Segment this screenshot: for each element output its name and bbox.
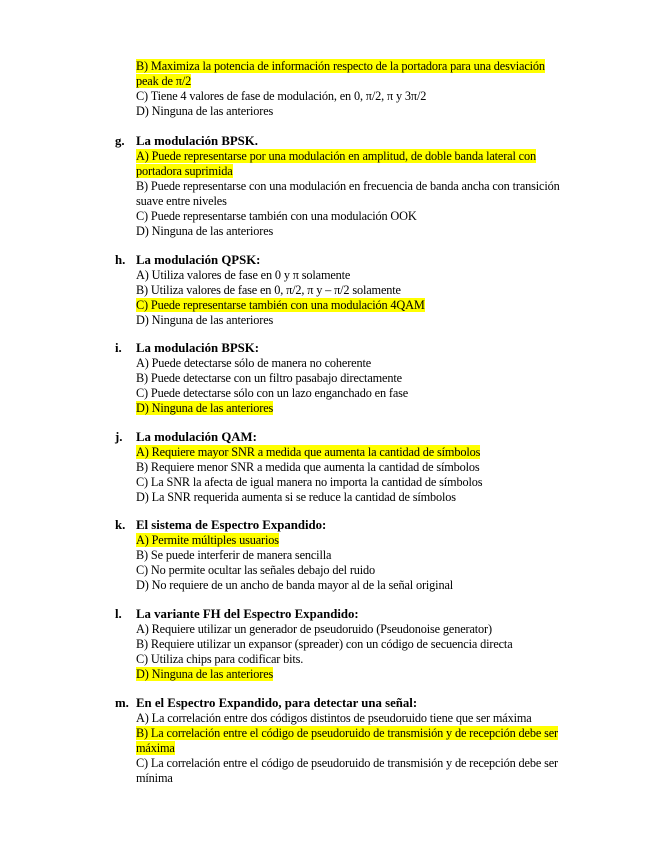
option-line bbox=[136, 209, 596, 224]
option-line bbox=[136, 149, 596, 164]
option-line bbox=[136, 224, 596, 239]
option-line bbox=[136, 533, 596, 548]
option-line bbox=[136, 59, 596, 74]
option-line bbox=[136, 711, 596, 726]
question-title: La modulación BPSK: bbox=[136, 341, 260, 355]
question-k bbox=[0, 518, 655, 593]
option-line bbox=[136, 356, 596, 371]
option-text: A) Requiere mayor SNR a medida que aumenta la cantidad de símbolos bbox=[136, 445, 481, 459]
option-line bbox=[136, 652, 596, 667]
option-line bbox=[136, 164, 596, 179]
option-text: A) Requiere utilizar un generador de pseudoruido (Pseudonoise generator) bbox=[136, 622, 492, 636]
option-text: mínima bbox=[136, 771, 173, 785]
option-text: B) Puede detectarse con un filtro pasabajo directamente bbox=[136, 371, 402, 385]
option-text: C) No permite ocultar las señales debajo del ruido bbox=[136, 563, 376, 577]
option-line bbox=[136, 741, 596, 756]
question-letter: g. bbox=[115, 134, 125, 148]
option-text: C) La correlación entre el código de pseudoruido de transmisión y de recepción debe ser bbox=[136, 756, 558, 770]
option-line bbox=[136, 490, 596, 505]
option-line bbox=[136, 578, 596, 593]
option-line bbox=[136, 268, 596, 283]
option-text: A) Puede detectarse sólo de manera no coherente bbox=[136, 356, 372, 370]
question-j bbox=[0, 430, 655, 505]
question-letter: i. bbox=[115, 341, 122, 355]
option-line bbox=[136, 667, 596, 682]
option-text: B) Requiere menor SNR a medida que aumenta la cantidad de símbolos bbox=[136, 460, 480, 474]
option-text: B) Se puede interferir de manera sencilla bbox=[136, 548, 332, 562]
question-letter: h. bbox=[115, 253, 126, 267]
question-heading bbox=[0, 696, 655, 711]
option-text: peak de π/2 bbox=[136, 74, 192, 88]
question-m bbox=[0, 696, 655, 786]
option-line bbox=[136, 194, 596, 209]
question-heading bbox=[0, 341, 655, 356]
intro-options bbox=[0, 59, 655, 119]
option-text: portadora suprimida bbox=[136, 164, 233, 178]
option-line bbox=[136, 622, 596, 637]
question-l bbox=[0, 607, 655, 682]
question-heading bbox=[0, 430, 655, 445]
option-line bbox=[136, 401, 596, 416]
option-text: C) Utiliza chips para codificar bits. bbox=[136, 652, 304, 666]
question-heading bbox=[0, 607, 655, 622]
option-line bbox=[136, 89, 596, 104]
option-text: B) La correlación entre el código de pseudoruido de transmisión y de recepción debe ser bbox=[136, 726, 558, 740]
option-line bbox=[136, 298, 596, 313]
option-line bbox=[136, 563, 596, 578]
option-line bbox=[136, 179, 596, 194]
option-line bbox=[136, 313, 596, 328]
question-i bbox=[0, 341, 655, 416]
question-title: La modulación BPSK. bbox=[136, 134, 258, 148]
question-title: La variante FH del Espectro Expandido: bbox=[136, 607, 359, 621]
option-line bbox=[136, 548, 596, 563]
question-letter: m. bbox=[115, 696, 129, 710]
option-text: D) Ninguna de las anteriores bbox=[136, 313, 274, 327]
question-heading bbox=[0, 518, 655, 533]
option-text: B) Maximiza la potencia de información respecto de la portadora para una desviación bbox=[136, 59, 545, 73]
option-text: B) Utiliza valores de fase en 0, π/2, π y – π/2 solamente bbox=[136, 283, 401, 297]
question-g bbox=[0, 134, 655, 239]
option-line bbox=[136, 386, 596, 401]
question-letter: l. bbox=[115, 607, 122, 621]
question-heading bbox=[0, 134, 655, 149]
option-line bbox=[136, 771, 596, 786]
option-text: máxima bbox=[136, 741, 175, 755]
option-line bbox=[136, 726, 596, 741]
option-text: C) La SNR la afecta de igual manera no importa la cantidad de símbolos bbox=[136, 475, 483, 489]
option-line bbox=[136, 445, 596, 460]
question-letter: k. bbox=[115, 518, 126, 532]
option-line bbox=[136, 756, 596, 771]
question-h bbox=[0, 253, 655, 328]
option-line bbox=[136, 460, 596, 475]
option-text: C) Puede representarse también con una modulación OOK bbox=[136, 209, 417, 223]
option-text: B) Puede representarse con una modulación en frecuencia de banda ancha con transición bbox=[136, 179, 560, 193]
question-title: La modulación QPSK: bbox=[136, 253, 261, 267]
option-text: B) Requiere utilizar un expansor (spreader) con un código de secuencia directa bbox=[136, 637, 513, 651]
option-text: suave entre niveles bbox=[136, 194, 227, 208]
option-line bbox=[136, 283, 596, 298]
option-line bbox=[136, 371, 596, 386]
question-heading bbox=[0, 253, 655, 268]
question-title: El sistema de Espectro Expandido: bbox=[136, 518, 327, 532]
option-text: A) Puede representarse por una modulación en amplitud, de doble banda lateral con bbox=[136, 149, 536, 163]
option-text: D) Ninguna de las anteriores bbox=[136, 224, 274, 238]
option-line bbox=[136, 637, 596, 652]
option-text: C) Puede representarse también con una modulación 4QAM bbox=[136, 298, 425, 312]
option-text: C) Puede detectarse sólo con un lazo enganchado en fase bbox=[136, 386, 409, 400]
option-text: C) Tiene 4 valores de fase de modulación, en 0, π/2, π y 3π/2 bbox=[136, 89, 427, 103]
option-text: D) La SNR requerida aumenta si se reduce la cantidad de símbolos bbox=[136, 490, 456, 504]
option-line bbox=[136, 475, 596, 490]
option-text: A) Permite múltiples usuarios bbox=[136, 533, 279, 547]
question-title: La modulación QAM: bbox=[136, 430, 257, 444]
option-text: D) Ninguna de las anteriores bbox=[136, 667, 274, 681]
question-title: En el Espectro Expandido, para detectar una señal: bbox=[136, 696, 418, 710]
option-text: D) No requiere de un ancho de banda mayor al de la señal original bbox=[136, 578, 454, 592]
option-text: A) Utiliza valores de fase en 0 y π solamente bbox=[136, 268, 351, 282]
option-line bbox=[136, 74, 596, 89]
option-line bbox=[136, 104, 596, 119]
option-text: A) La correlación entre dos códigos distintos de pseudoruido tiene que ser máxima bbox=[136, 711, 532, 725]
option-text: D) Ninguna de las anteriores bbox=[136, 104, 274, 118]
option-text: D) Ninguna de las anteriores bbox=[136, 401, 274, 415]
question-letter: j. bbox=[115, 430, 123, 444]
